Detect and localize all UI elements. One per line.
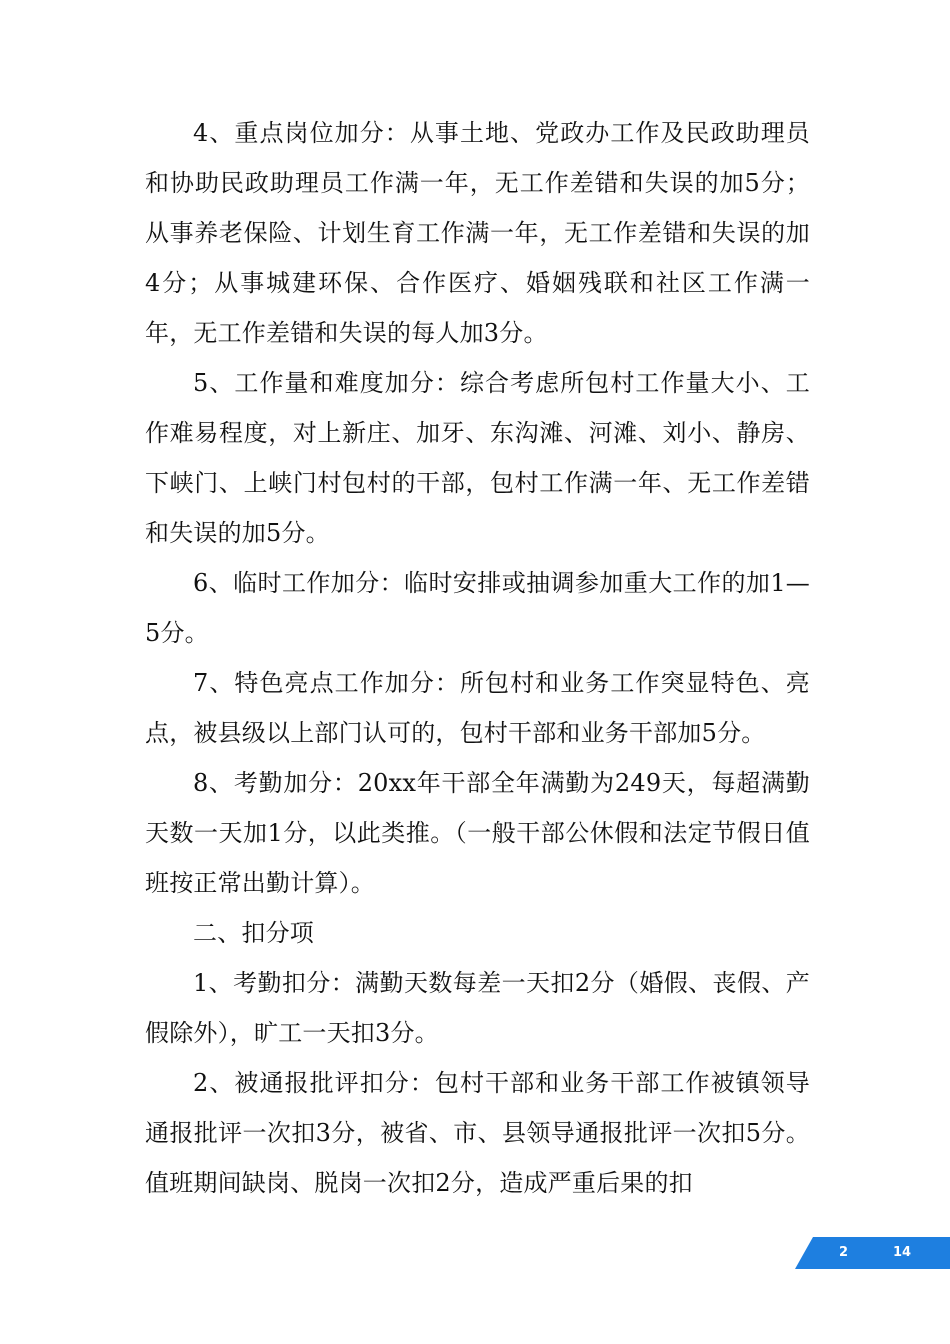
paragraph-workload-bonus: 5、工作量和难度加分：综合考虑所包村工作量大小、工作难易程度，对上新庄、加牙、东沟滩、河滩、刘小、静房、下峡门、上峡门村包村的干部，包村工作满一年、无工作差错和失误的加5分。 bbox=[145, 369, 810, 547]
current-page-number: 2 bbox=[839, 1245, 849, 1260]
page-number-badge bbox=[795, 1237, 950, 1269]
total-page-count: 14 bbox=[893, 1245, 912, 1260]
page-badge-background bbox=[795, 1237, 950, 1269]
paragraph-temporary-work-bonus: 6、临时工作加分：临时安排或抽调参加重大工作的加1—5分。 bbox=[145, 569, 810, 647]
document-body bbox=[145, 108, 810, 1208]
paragraph-key-post-bonus: 4、重点岗位加分：从事土地、党政办工作及民政助理员和协助民政助理员工作满一年，无工作差错和失误的加5分；从事养老保险、计划生育工作满一年，无工作差错和失误的加4分；从事城建环保、合作医疗、婚姻残联和社区工作满一年，无工作差错和失误的每人加3分。 bbox=[145, 119, 810, 347]
paragraph-criticism-deduction: 2、被通报批评扣分：包村干部和业务干部工作被镇领导通报批评一次扣3分，被省、市、县领导通报批评一次扣5分。值班期间缺岗、脱岗一次扣2分，造成严重后果的扣 bbox=[145, 1069, 810, 1197]
paragraph-attendance-bonus: 8、考勤加分：20xx年干部全年满勤为249天，每超满勤天数一天加1分，以此类推。（一般干部公休假和法定节假日值班按正常出勤计算）。 bbox=[145, 769, 810, 897]
section-heading-deductions: 二、扣分项 bbox=[193, 919, 314, 947]
paragraph-highlight-work-bonus: 7、特色亮点工作加分：所包村和业务工作突显特色、亮点，被县级以上部门认可的，包村干部和业务干部加5分。 bbox=[145, 669, 810, 747]
paragraph-attendance-deduction: 1、考勤扣分：满勤天数每差一天扣2分（婚假、丧假、产假除外），旷工一天扣3分。 bbox=[145, 969, 810, 1047]
